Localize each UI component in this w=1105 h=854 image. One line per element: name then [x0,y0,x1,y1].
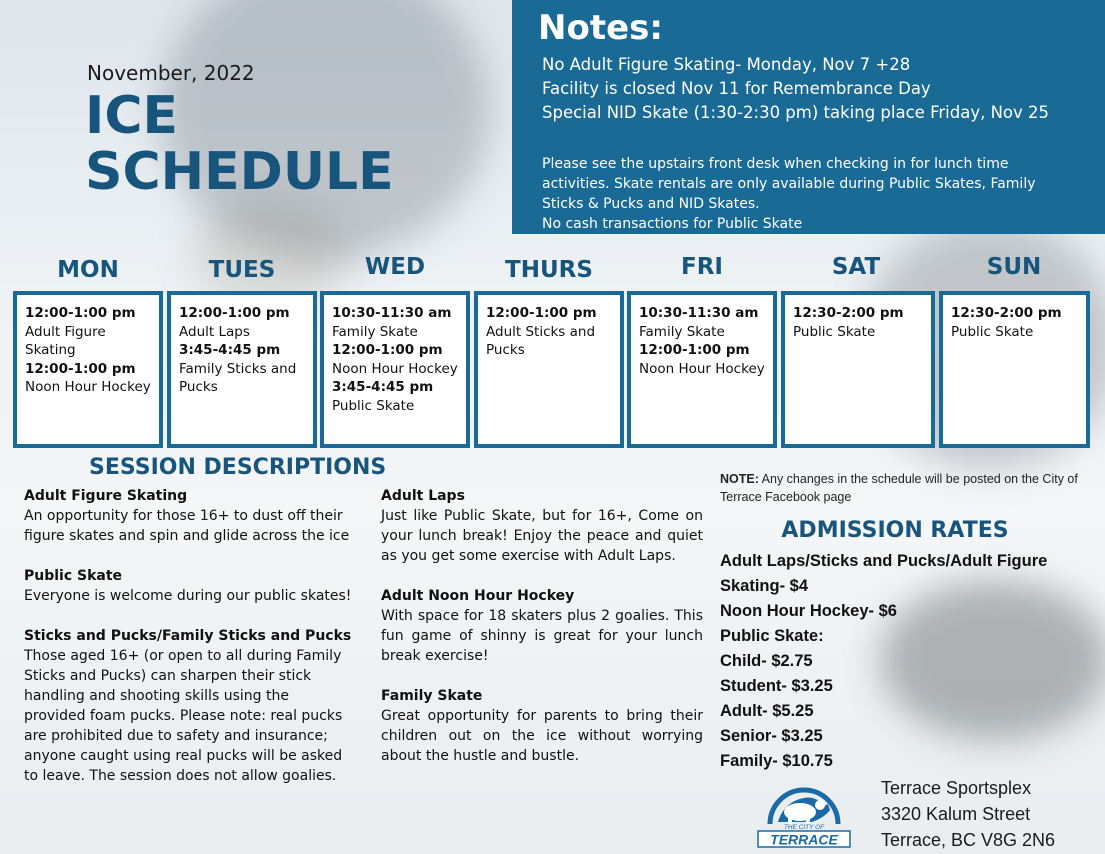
admission-line: Student- $3.25 [720,677,833,695]
admission-line: Senior- $3.25 [720,727,823,745]
session-descriptions-title: SESSION DESCRIPTIONS [89,455,387,480]
session-activity: Noon Hour Hockey [332,360,458,377]
description-heading: Adult Figure Skating [24,488,188,504]
session-time: 12:00-1:00 pm [179,305,290,321]
day-header-thurs: THURS [505,257,593,283]
session-activity: Public Skate [793,323,876,340]
session-activity: Adult Laps [179,323,250,340]
session-time: 10:30-11:30 am [639,305,759,321]
day-box-tues [167,291,317,448]
day-box-mon [13,291,163,448]
notes-line: No Adult Figure Skating- Monday, Nov 7 +28 [542,55,911,74]
day-box-thurs [474,291,624,448]
notes-para-line: Sticks & Pucks and NID Skates. [542,196,760,212]
note-text: Any changes in the schedule will be posted on the City of Terrace Facebook page [720,472,1078,504]
session-activity: Noon Hour Hockey [639,360,765,377]
description-heading: Sticks and Pucks/Family Sticks and Pucks [24,628,352,644]
address-line: Terrace, BC V8G 2N6 [881,830,1056,850]
day-header-fri: FRI [681,254,723,280]
session-activity: Public Skate [951,323,1034,340]
session-activity: Public Skate [332,397,415,414]
day-header-wed: WED [364,254,426,280]
description-text: Just like Public Skate, but for 16+, Come on your lunch break! Enjoy the peace and quiet as you get some exercise with Adult Laps. [381,508,703,564]
session-activity: Adult Figure Skating [25,323,106,358]
notes-para-line: No cash transactions for Public Skate [542,216,803,232]
notes-line: Special NID Skate (1:30-2:30 pm) taking place Friday, Nov 25 [542,103,1050,122]
city-of-terrace-logo [752,772,856,848]
notes-line: Facility is closed Nov 11 for Remembrance Day [542,79,931,98]
address-line: Terrace Sportsplex [881,778,1032,798]
description-text: Those aged 16+ (or open to all during Family Sticks and Pucks) can sharpen their stick handling and shooting skills using the provided foam pucks. Please note: real pucks are prohibited due to safety and insurance; anyone caught using real pucks will be asked to leave. The session does not allow goalies. [24,648,343,784]
logo-big-text: TERRACE [770,831,838,848]
schedule-date: November, 2022 [87,61,255,85]
day-box-fri [627,291,777,448]
notes-paragraph [542,154,1092,234]
admission-line: Adult- $5.25 [720,702,814,720]
title-line-2: SCHEDULE [85,142,394,202]
logo-small-text: THE CITY OF [783,824,825,831]
admission-line: Adult Laps/Sticks and Pucks/Adult Figure Skating- $4 [720,552,1048,595]
session-time: 12:00-1:00 pm [25,360,136,377]
description-heading: Public Skate [24,568,123,584]
notes-para-line: activities. Skate rentals are only available during Public Skates, Family [542,176,1036,192]
session-activity: Family Sticks and Pucks [179,360,297,395]
description-text: Everyone is welcome during our public skates! [24,588,352,604]
day-header-sat: SAT [831,254,881,280]
session-time: 12:00-1:00 pm [639,342,750,358]
notes-panel [512,0,1105,234]
day-box-sat [781,291,935,448]
session-time: 12:30-2:00 pm [951,305,1062,321]
session-activity: Noon Hour Hockey [25,379,151,395]
admission-line: Noon Hour Hockey- $6 [720,602,897,620]
note-label: NOTE: [720,472,759,486]
session-time: 3:45-4:45 pm [179,342,281,358]
session-activity: Adult Sticks and Pucks [486,323,596,358]
schedule-change-note [720,470,1090,506]
session-time: 12:00-1:00 pm [332,342,443,358]
session-time: 10:30-11:30 am [332,305,452,321]
page-title [85,88,394,200]
description-heading: Adult Noon Hour Hockey [381,588,575,604]
session-activity: Family Skate [332,323,418,340]
facility-address [881,775,1055,853]
description-heading: Family Skate [381,688,483,704]
description-text: An opportunity for those 16+ to dust off their figure skates and spin and glide across the ice [24,508,350,544]
session-time: 12:00-1:00 pm [25,305,136,321]
notes-para-line: Please see the upstairs front desk when checking in for lunch time [542,156,1009,172]
session-time: 3:45-4:45 pm [332,379,434,395]
description-heading: Adult Laps [381,488,465,504]
description-text: Great opportunity for parents to bring their children out on the ice without worrying about the hustle and bustle. [381,708,703,764]
description-text: With space for 18 skaters plus 2 goalies. This fun game of shinny is great for your lunch break exercise! [381,608,703,664]
day-header-sun: SUN [986,254,1042,280]
descriptions-column-2 [381,486,703,786]
admission-line: Child- $2.75 [720,652,813,670]
admission-rates-title: ADMISSION RATES [781,518,1009,543]
title-line-1: ICE [85,86,179,146]
admission-rates-list [720,549,1090,774]
admission-line: Family- $10.75 [720,752,833,770]
session-time: 12:30-2:00 pm [793,305,904,321]
day-box-wed [320,291,470,448]
descriptions-column-1 [24,486,354,806]
session-activity: Family Skate [639,323,725,340]
address-line: 3320 Kalum Street [881,804,1031,824]
day-header-mon: MON [57,257,119,283]
notes-heading: Notes: [538,8,663,48]
admission-line: Public Skate: [720,627,824,645]
day-box-sun [939,291,1090,448]
session-time: 12:00-1:00 pm [486,305,597,321]
day-header-tues: TUES [208,257,276,283]
